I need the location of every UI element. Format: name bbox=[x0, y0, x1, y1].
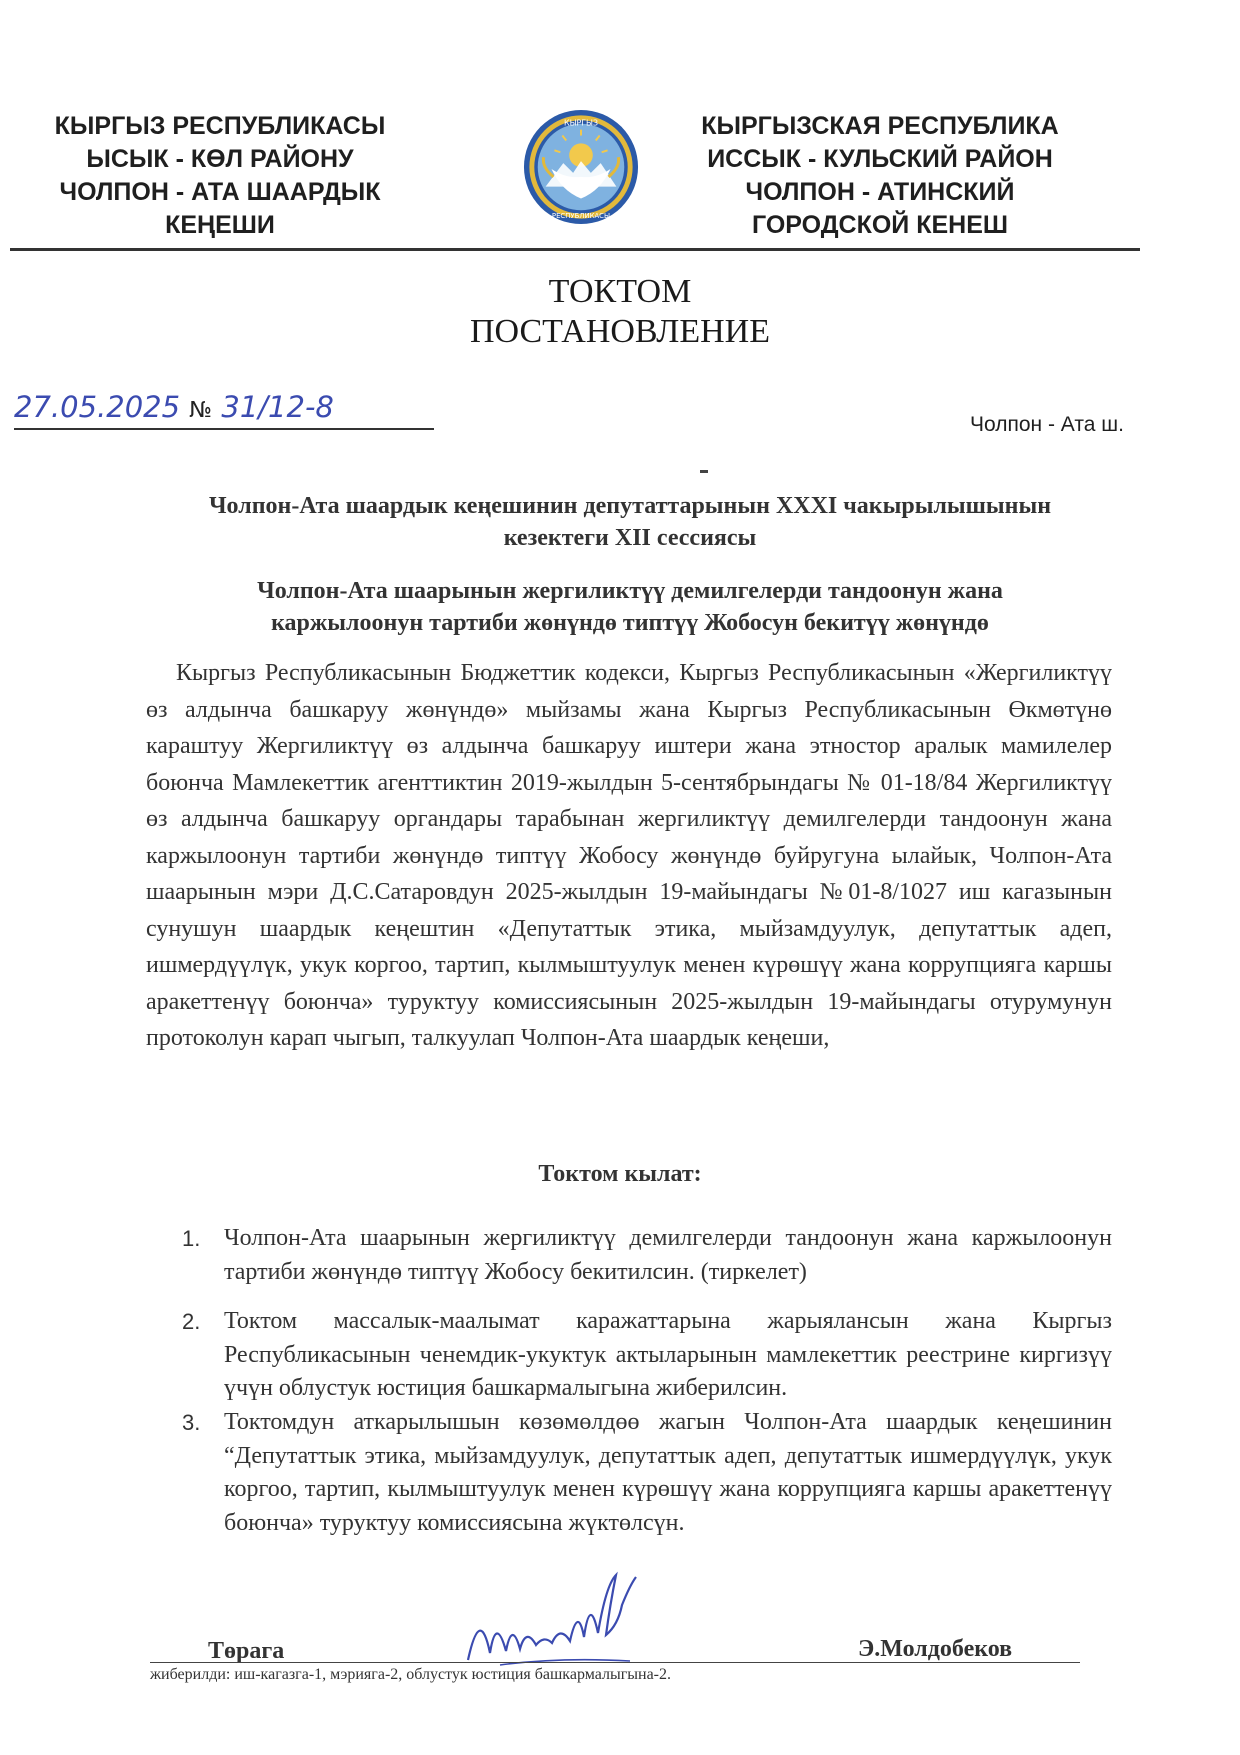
header-divider bbox=[10, 248, 1140, 251]
header-left-line: ЧОЛПОН - АТА ШААРДЫК bbox=[59, 178, 381, 206]
preamble-paragraph: Кыргыз Республикасынын Бюджеттик кодекси, Кыргыз Республикасынын «Жергиликтүү өз алдынча башкаруу жөнүндө» мыйзамы жана Кыргыз Республикасынын Өкмөтүнө караштуу Жергиликтүү өз алдынча башкаруу иштери жана этностор аралык мамилелер боюнча Мамлекеттик агенттиктин 2019-жылдын 5-сентябрындагы № 01-18/84 Жергиликтүү өз алдынча башкаруу органдары тарабынан жергиликтүү демилгелерди тандоонун жана каржылоонун тартиби жөнүндө типтүү Жобосу жөнүндө буйругуна ылайык, Чолпон-Ата шаарынын мэри Д.С.Сатаровдун 2025-жылдын 19-майындагы №01-8/1027 иш кагазынын сунушун шаардык кеңештин «Депутаттык этика, мыйзамдуулук, депутаттык адеп, ишмердүүлүк, укук коргоо, тартип, кылмыштуулук менен күрөшүү жана коррупцияга каршы аракеттенүү боюнча» туруктуу комиссиясынын 2025-жылдын 19-майындагы отурумунун протоколун карап чыгып, талкуулап Чолпон-Ата шаардык кеңеши, bbox=[146, 660, 1112, 1051]
item-text: Токтом массалык-маалымат каражаттарына жарыялансын жана Кыргыз Республикасынын ченемдик-укуктук актыларынын мамлекеттик реестрине киргизүү үчүн облустук юстиция башкармалыгына жиберилсин. bbox=[224, 1308, 1112, 1401]
signature-line bbox=[150, 1662, 1080, 1663]
header-left-line: КЕҢЕШИ bbox=[165, 211, 275, 239]
resolution-subject bbox=[140, 575, 1120, 639]
list-item bbox=[180, 1305, 1112, 1406]
item-text: Чолпон-Ата шаарынын жергиликтүү демилгелерди тандоонун жана каржылоонун тартиби жөнүндө типтүү Жобосу бекитилсин. (тиркелет) bbox=[224, 1225, 1112, 1285]
emblem-top-text: КЫРГЫЗ bbox=[563, 118, 599, 128]
session-heading bbox=[140, 490, 1120, 554]
place-of-issue: Чолпон - Ата ш. bbox=[970, 413, 1124, 436]
item-number: 2. bbox=[182, 1309, 201, 1334]
signatory-name: Э.Молдобеков bbox=[858, 1636, 1013, 1662]
header-right-line: ГОРОДСКОЙ КЕНЕШ bbox=[751, 211, 1009, 239]
header-right-line: ЧОЛПОН - АТИНСКИЙ bbox=[745, 178, 1015, 206]
header-right-org bbox=[680, 110, 1080, 242]
distribution-list: жиберилди: иш-кагазга-1, мэрияга-2, облустук юстиция башкармалыгына-2. bbox=[150, 1666, 671, 1683]
item-text: Токтомдун аткарылышын көзөмөлдөө жагын Чолпон-Ата шаардык кеңешинин “Депутаттык этика, мыйзамдуулук, депутаттык адеп, депутаттык ишмердүүлүк, укук коргоо, тартип, кылмыштуулук менен күрөшүү жана коррупцияга каршы аракеттенүү боюнча» туруктуу комиссиясына жүктөлсүн. bbox=[224, 1409, 1112, 1536]
document-title-ky: ТОКТОМ bbox=[548, 273, 692, 310]
decides-heading: Токтом кылат: bbox=[538, 1161, 702, 1187]
header-left-line: КЫРГЫЗ РЕСПУБЛИКАСЫ bbox=[54, 112, 386, 140]
handwritten-number: 31/12-8 bbox=[221, 390, 334, 424]
item-number: 3. bbox=[182, 1410, 201, 1435]
header-right-line: ИССЫК - КУЛЬСКИЙ РАЙОН bbox=[707, 145, 1053, 173]
signatory-role: Төрага bbox=[208, 1638, 285, 1664]
header-right-line: КЫРГЫЗСКАЯ РЕСПУБЛИКА bbox=[701, 112, 1059, 140]
state-emblem-icon bbox=[522, 108, 640, 226]
number-sign: № bbox=[189, 398, 213, 423]
list-item bbox=[180, 1406, 1112, 1540]
stray-mark bbox=[700, 470, 708, 473]
handwritten-signature bbox=[460, 1565, 660, 1675]
list-item bbox=[180, 1222, 1112, 1289]
date-number-line bbox=[14, 390, 434, 430]
session-heading-line: Чолпон-Ата шаардык кеңешинин депутаттарынын XXXI чакырылышынын bbox=[208, 493, 1052, 519]
emblem-bottom-text: РЕСПУБЛИКАСЫ bbox=[551, 212, 611, 221]
document-title-ru: ПОСТАНОВЛЕНИЕ bbox=[469, 313, 771, 350]
subject-line: Чолпон-Ата шаарынын жергиликтүү демилгелерди тандоонун жана bbox=[257, 578, 1003, 604]
header-left-line: ЫСЫК - КӨЛ РАЙОНУ bbox=[86, 145, 354, 173]
handwritten-date: 27.05.2025 bbox=[14, 390, 181, 424]
header-left-org bbox=[40, 110, 400, 242]
subject-line: каржылоонун тартиби жөнүндө типтүү Жобосун бекитүү жөнүндө bbox=[271, 610, 989, 636]
item-number: 1. bbox=[182, 1226, 201, 1251]
session-heading-line: кезектеги XII сессиясы bbox=[503, 525, 757, 551]
